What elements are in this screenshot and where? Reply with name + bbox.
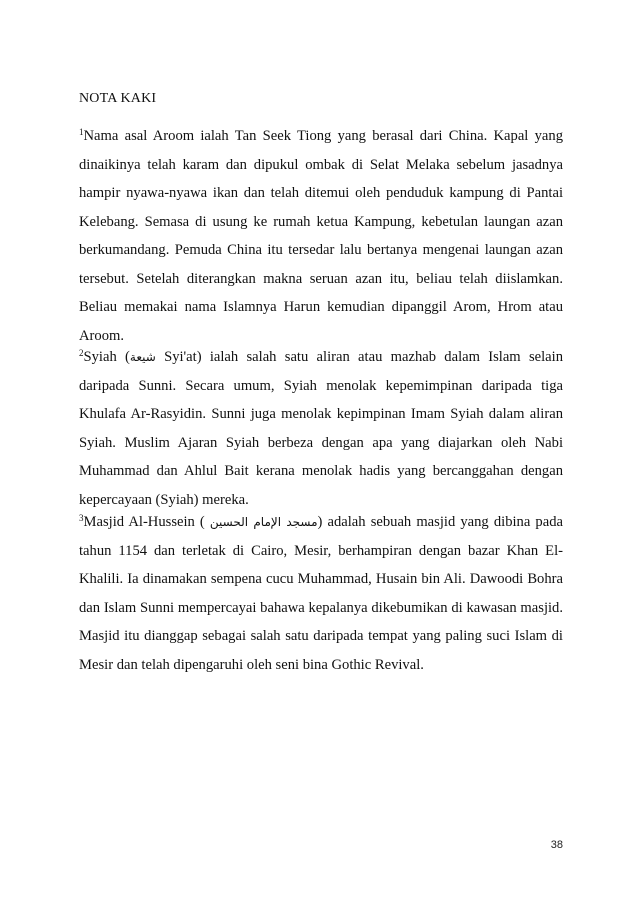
- footnote-3-text-after: ) adalah sebuah masjid yang dibina pada tahun 1154 dan terletak di Cairo, Mesir, berhampiran dengan bazar Khan El-Khalili. Ia dinamakan sempena cucu Muhammad, Husain bin Ali. Dawoodi Bohra dan Islam Sunni mempercayai bahawa kepalanya dikebumikan di kawasan masjid. Masjid itu dianggap sebagai salah satu daripada tempat yang paling suci Islam di Mesir dan telah dipengaruhi oleh seni bina Gothic Revival.: [79, 514, 563, 673]
- footnote-3-number: 3: [79, 513, 84, 523]
- footnote-1: [79, 122, 563, 350]
- page-number: 38: [550, 839, 563, 851]
- footnotes-heading: NOTA KAKI: [79, 91, 157, 106]
- footnote-3: [79, 508, 563, 679]
- footnote-1-text: Nama asal Aroom ialah Tan Seek Tiong yang berasal dari China. Kapal yang dinaikinya telah karam dan dipukul ombak di Selat Melaka sebelum jasadnya hampir nyawa-nyawa ikan dan telah ditemui oleh penduduk kampung di Pantai Kelebang. Semasa di usung ke rumah ketua Kampung, kebetulan laungan azan berkumandang. Pemuda China itu tersedar lalu bertanya mengenai laungan azan tersebut. Setelah diterangkan makna seruan azan itu, beliau telah diislamkan. Beliau memakai nama Islamnya Harun kemudian dipanggil Arom, Hrom atau Aroom.: [79, 128, 563, 344]
- footnote-2-text-before: Syiah (: [83, 349, 130, 365]
- footnote-1-number: 1: [79, 127, 84, 137]
- footnote-2: [79, 343, 563, 514]
- footnote-2-arabic-term: شيعة: [129, 350, 156, 364]
- footnote-2-text-after: Syi'at) ialah salah satu aliran atau mazhab dalam Islam selain daripada Sunni. Secara umum, Syiah menolak kepemimpinan daripada tiga Khulafa Ar-Rasyidin. Sunni juga menolak kepimpinan Imam Syiah dalam aliran Syiah. Muslim Ajaran Syiah berbeza dengan apa yang diajarkan oleh Nabi Muhammad dan Ahlul Bait kerana menolak hadis yang bercanggahan dengan kepercayaan (Syiah) mereka.: [79, 349, 563, 508]
- footnote-2-number: 2: [79, 348, 84, 358]
- footnote-3-text-before: Masjid Al-Hussein (: [83, 514, 210, 530]
- footnote-3-arabic-term: مسجد الإمام الحسين: [209, 515, 318, 529]
